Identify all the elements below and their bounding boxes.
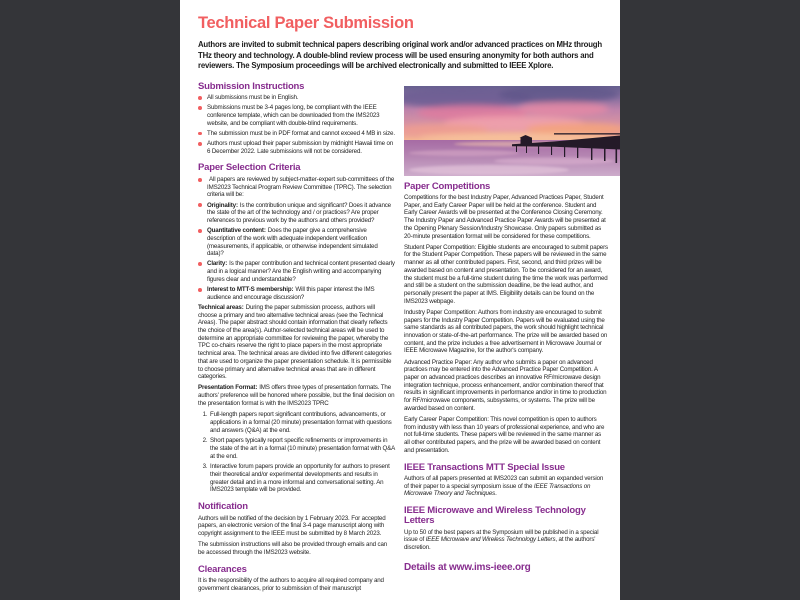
- list-item: 1. Full-length papers report significant contributions, advancements, or applications in a formal (20 minute) presentation format with questions and answers (Q&A) at the end.: [209, 411, 395, 434]
- details-website-link[interactable]: Details at www.ims-ieee.org: [404, 561, 531, 573]
- mwtl-paragraph: Up to 50 of the best papers at the Symposium will be published in a special issue of IEEE Microwave and Wireless Technology Letters, at the authors' discretion.: [404, 528, 599, 551]
- heading-notification: Notification: [198, 501, 248, 513]
- mtt-special-issue-paragraph: Authors of all papers presented at IMS2023 can submit an expanded version of their paper to a special symposium issue of the IEEE Transactions on Microwave Theory and Techniques.: [404, 474, 604, 498]
- competitions-overview-paragraph: Competitions for the best Industry Paper, Advanced Practices Paper, Student Paper, and Early Career Paper will be held at the conference. Student and Early Career Awards will be presented at the Conference Closing Ceremony. The Industry Paper and Advanced Practice Paper Awards will be presented at the Opening Plenary Session/Industry Showcase. Only papers submitted as 20-minute presentation format will be considered for these competitions.: [404, 194, 606, 240]
- journal-name-italic: IEEE Microwave and Wireless Technology Letters: [425, 536, 556, 544]
- journal-name-italic: IEEE Transactions on Microwave Theory and Techniques: [404, 482, 591, 498]
- list-item: 3. Interactive forum papers provide an opportunity for authors to present their theoretical and/or experimental developments and results in greater detail and in a more informal and conversational setting. An IMS2023 template will be provided.: [209, 463, 395, 494]
- heading-paper-competitions: Paper Competitions: [404, 180, 491, 192]
- heading-mwtl: IEEE Microwave and Wireless Technology Letters: [404, 505, 586, 527]
- student-paper-competition-paragraph: Student Paper Competition: Eligible students are encouraged to submit papers for the Student Paper Competition. These papers will be reviewed in the same manner as all other contributed papers. First, second, and third prizes will be awarded based on content and presentation. To be considered for an award, the student must be a full-time student during the time the work was performed and still be a student on the submission deadline, be the lead author, and personally present the paper at IMS. Eligibility details can be found on the IMS2023 webpage.: [404, 243, 608, 305]
- sunset-pier-photo: [404, 86, 620, 176]
- document-page: [180, 0, 620, 600]
- heading-clearances: Clearances: [198, 563, 247, 575]
- sunset-pier-illustration: [404, 86, 620, 176]
- industry-paper-competition-paragraph: Industry Paper Competition: Authors from industry are encouraged to submit papers for the Industry Paper Competition. Papers will be evaluated using the same standards as all contributed papers, the work should highlight technical innovation or state-of-the-art performance. The prize will be awarded based on content, and the prize includes a free advertisement in Microwave Journal or IEEE Microwave Magazine, for the author's company.: [404, 308, 608, 355]
- technical-areas-paragraph: Technical areas: During the paper submission process, authors will choose a primary and two alternative technical areas (see the Technical Areas). The paper abstract should contain information that clearly reflects the choice of the area(s). Author-selected technical areas will be used to determine an appropriate committee for reviewing the paper, whereby the TPC co-chairs reserve the right to place papers in the most appropriate technical area. The technical areas are divided into five different categories that are used to organize the paper presentation schedule. It is permissible to choose primary and alternative technical areas that are in different categories.: [198, 303, 392, 381]
- notification-paragraph: The submission instructions will also be provided through emails and can be accessed through the IMS2023 website.: [198, 541, 388, 556]
- two-column-layout: [198, 82, 608, 596]
- selection-criteria-list: [198, 176, 395, 302]
- list-item: Authors must upload their paper submission by midnight Hawaii time on 6 December 2022. Late submissions will not be considered.: [198, 140, 395, 155]
- heading-paper-selection-criteria: Paper Selection Criteria: [198, 162, 301, 174]
- advanced-practice-paper-paragraph: Advanced Practice Paper: Any author who submits a paper on advanced practices may be entered into the Advanced Practice Paper Competition. A paper on advanced practices describes an innovative RF/microwave design integration technique, process enhancement, and/or combination thereof that results in significant improvements in performance and/or in time to production for RF/microwave components, subsystems, or systems. The prize will be awarded based on content.: [404, 358, 607, 412]
- list-item: The submission must be in PDF format and cannot exceed 4 MB in size.: [198, 130, 395, 138]
- early-career-competition-paragraph: Early Career Paper Competition: This novel competition is open to authors from industry with less than 10 years of professional experience, and who are not full-time students. These papers will be reviewed in the same manner as all other contributed papers, and the prize will be awarded based on content and presentation.: [404, 416, 605, 454]
- page-title: Technical Paper Submission: [198, 14, 414, 32]
- presentation-format-paragraph: Presentation Format: IMS offers three types of presentation formats. The authors' preference will be honored where possible, but the final decision on the presentation format is with the IMS2023 TPRC: [198, 384, 395, 407]
- heading-submission-instructions: Submission Instructions: [198, 80, 305, 92]
- list-item: All papers are reviewed by subject-matter-expert sub-committees of the IMS2023 Technical Program Review Committee (TPRC). The selection criteria will be:: [198, 176, 395, 199]
- list-item: All submissions must be in English.: [198, 94, 395, 102]
- heading-mtt-special-issue: IEEE Transactions MTT Special Issue: [404, 461, 565, 473]
- submission-instructions-list: [198, 94, 395, 155]
- list-item: Quantitative content: Does the paper give a comprehensive description of the work with adequate independent verification (measurements, if applicable, or otherwise independent simulated data)?: [198, 227, 395, 258]
- list-item: Clarity: Is the paper contribution and technical content presented clearly and in a logical manner? Are the English writing and accompanying figures clear and understandable?: [198, 260, 395, 283]
- intro-paragraph: Authors are invited to submit technical papers describing original work and/or advanced practices on MHz through THz theory and technology. A double-blind review process will be used ensuring anonymity for both authors and reviewers. The Symposium proceedings will be archived electronically and submitted to IEEE Xplore.: [198, 40, 602, 71]
- list-item: Originality: Is the contribution unique and significant? Does it advance the state of the art of the technology and / or practices? Are proper references to previous work by the authors and others provided?: [198, 202, 395, 225]
- clearances-paragraph: It is the responsibility of the authors to acquire all required company and government clearances, prior to submission of their manuscript: [198, 577, 384, 592]
- list-item: Submissions must be 3-4 pages long, be compliant with the IEEE conference template, which can be downloaded from the IMS2023 website, and be compliant with double-blind requirements.: [198, 104, 395, 127]
- left-column: [198, 82, 395, 596]
- right-column: [404, 82, 608, 596]
- presentation-format-list: [198, 411, 395, 494]
- list-item: 2. Short papers typically report specific refinements or improvements in the state of the art in a formal (10 minute) presentation format with Q&A at the end.: [209, 437, 395, 460]
- notification-paragraph: Authors will be notified of the decision by 1 February 2023. For accepted papers, an electronic version of the final 3-4 page manuscript along with copyright assignment to the IEEE must be submitted by 8 March 2023.: [198, 514, 386, 537]
- list-item: Interest to MTT-S membership: Will this paper interest the IMS audience and encourage discussion?: [198, 286, 395, 301]
